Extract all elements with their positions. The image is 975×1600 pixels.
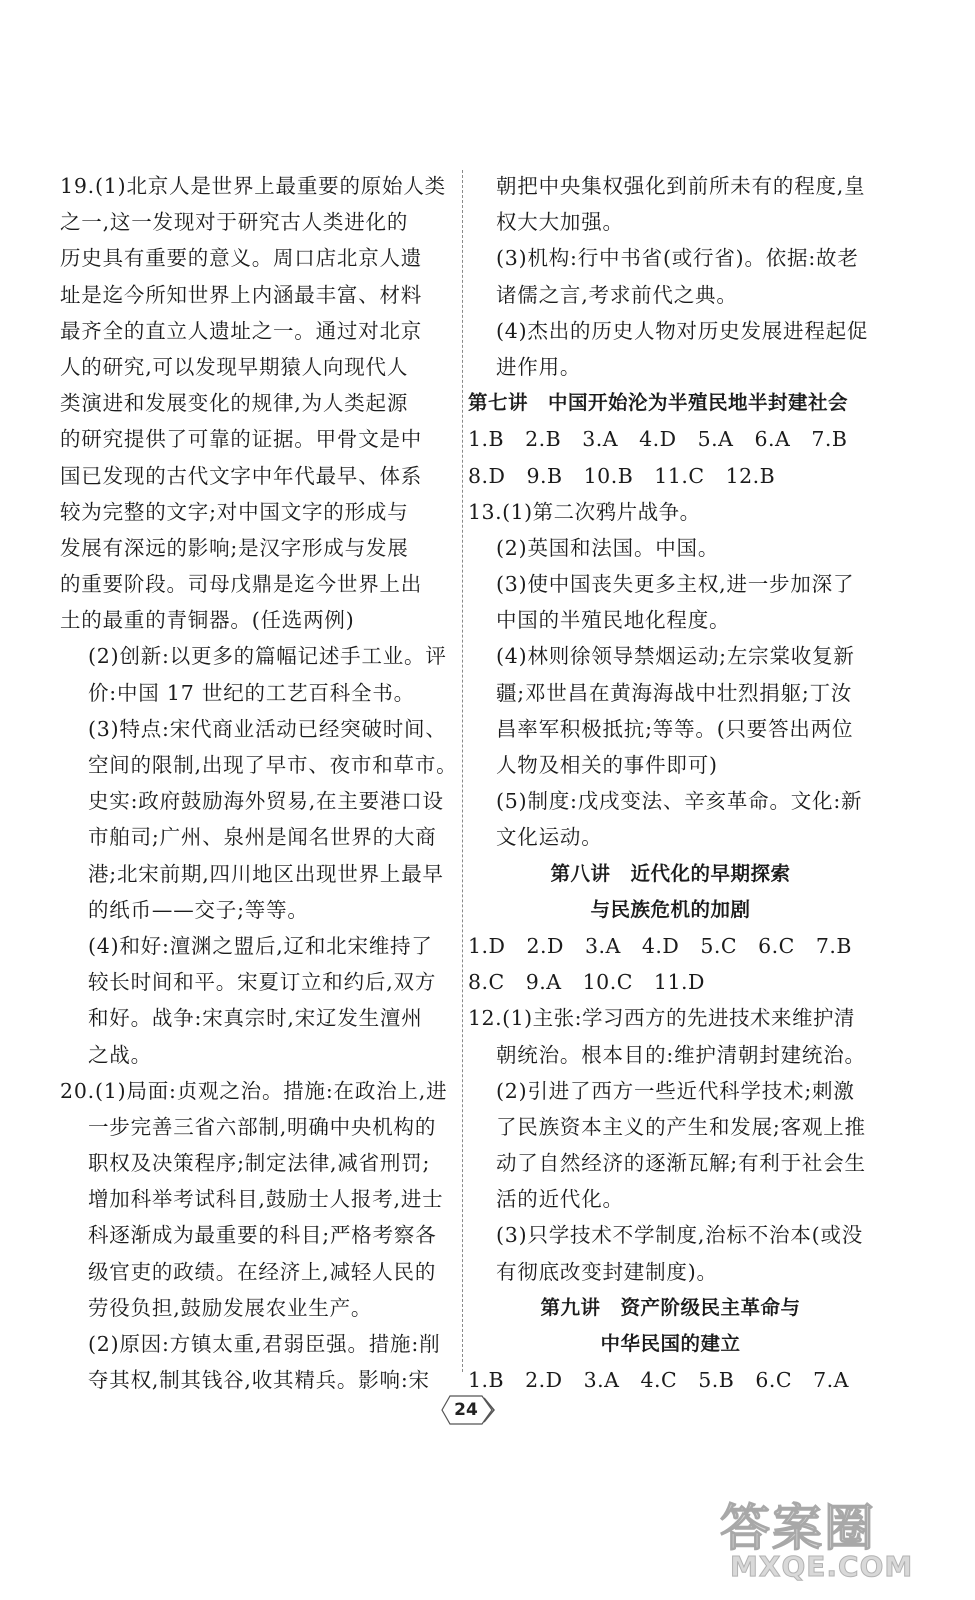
text-line: 活的近代化。 bbox=[496, 1187, 624, 1212]
text-line: 和好。战争:宋真宗时,宋辽发生澶州 bbox=[88, 1006, 423, 1031]
section-heading: 与民族危机的加剧 bbox=[590, 897, 751, 921]
text-line: 朝统治。根本目的:维护清朝封建统治。 bbox=[496, 1042, 866, 1067]
text-line: 增加科举考试科目,鼓励士人报考,进士 bbox=[88, 1187, 444, 1212]
right-column bbox=[468, 168, 873, 1398]
text-line: 土的最重的青铜器。(任选两例) bbox=[60, 608, 355, 633]
text-line: 人的研究,可以发现早期猿人向现代人 bbox=[60, 354, 409, 379]
text-line: 较为完整的文字;对中国文字的形成与 bbox=[60, 499, 409, 524]
text-line: 8.C 9.A 10.C 11.D bbox=[468, 970, 705, 995]
watermark-main-text: 答案圈 bbox=[720, 1499, 876, 1557]
text-line: (3)机构:行中书省(或行省)。依据:故老 bbox=[496, 246, 859, 271]
text-line: 8.D 9.B 10.B 11.C 12.B bbox=[468, 463, 776, 488]
text-line: 国已发现的古代文字中年代最早、体系 bbox=[60, 463, 423, 488]
text-line: 13.(1)第二次鸦片战争。 bbox=[468, 499, 701, 524]
section-heading: 第九讲 资产阶级民主革命与 bbox=[540, 1295, 801, 1319]
text-line: 的纸币——交子;等等。 bbox=[88, 897, 309, 922]
text-line: (4)杰出的历史人物对历史发展进程起促 bbox=[496, 318, 869, 343]
text-line: 之一,这一发现对于研究古人类进化的 bbox=[60, 210, 409, 235]
text-line: 科逐渐成为最重要的科目;严格考察各 bbox=[88, 1223, 437, 1248]
text-line: 发展有深远的影响;是汉字形成与发展 bbox=[60, 535, 409, 560]
text-line: 了民族资本主义的产生和发展;客观上推 bbox=[496, 1114, 866, 1139]
text-line: 级官吏的政绩。在经济上,减轻人民的 bbox=[88, 1259, 437, 1284]
text-line: 19.(1)北京人是世界上最重要的原始人类 bbox=[60, 174, 446, 198]
text-line: 文化运动。 bbox=[496, 825, 603, 850]
text-line: 昌率军积极抵抗;等等。(只要答出两位 bbox=[496, 716, 854, 741]
text-line: (3)只学技术不学制度,治标不治本(或没 bbox=[496, 1223, 864, 1248]
text-line: 价:中国 17 世纪的工艺百科全书。 bbox=[88, 680, 415, 705]
text-line: 的研究提供了可靠的证据。甲骨文是中 bbox=[60, 427, 423, 452]
text-line: 1.B 2.D 3.A 4.C 5.B 6.C 7.A bbox=[468, 1368, 849, 1393]
text-line: 港;北宋前期,四川地区出现世界上最早 bbox=[88, 861, 444, 886]
text-line: 空间的限制,出现了早市、夜市和草市。 bbox=[88, 753, 458, 777]
text-line: (2)原因:方镇太重,君弱臣强。措施:削 bbox=[88, 1332, 441, 1356]
section-heading: 中华民国的建立 bbox=[600, 1332, 741, 1355]
text-line: 历史具有重要的意义。周口店北京人遗 bbox=[60, 246, 423, 271]
text-line: (5)制度:戊戌变法、辛亥革命。文化:新 bbox=[496, 789, 863, 814]
text-line: 之战。 bbox=[88, 1042, 152, 1067]
left-column bbox=[60, 168, 460, 1398]
text-line: 职权及决策程序;制定法律,减省刑罚; bbox=[88, 1151, 431, 1176]
text-line: 中国的半殖民地化程度。 bbox=[496, 608, 731, 633]
text-line: 20.(1)局面:贞观之治。措施:在政治上,进 bbox=[60, 1078, 448, 1103]
text-line: (4)和好:澶渊之盟后,辽和北宋维持了 bbox=[88, 933, 433, 958]
text-line: 动了自然经济的逐渐瓦解;有利于社会生 bbox=[496, 1151, 866, 1176]
text-line: 一步完善三省六部制,明确中央机构的 bbox=[88, 1114, 437, 1139]
text-line: 的重要阶段。司母戊鼎是迄今世界上出 bbox=[60, 572, 423, 597]
page-number: 24 bbox=[454, 1400, 478, 1420]
text-line: 人物及相关的事件即可) bbox=[496, 753, 718, 777]
text-line: 1.D 2.D 3.A 4.D 5.C 6.C 7.B bbox=[468, 933, 852, 958]
text-line: 1.B 2.B 3.A 4.D 5.A 6.A 7.B bbox=[468, 427, 848, 452]
text-line: 有彻底改变封建制度)。 bbox=[496, 1259, 718, 1284]
text-line: 诸儒之言,考求前代之典。 bbox=[496, 282, 738, 307]
text-line: 夺其权,制其钱谷,收其精兵。影响:宋 bbox=[88, 1368, 430, 1393]
watermark-logo bbox=[690, 1488, 950, 1588]
text-line: 劳役负担,鼓励发展农业生产。 bbox=[88, 1295, 373, 1320]
text-line: 朝把中央集权强化到前所未有的程度,皇 bbox=[496, 174, 866, 198]
page-number-badge bbox=[440, 1390, 496, 1430]
text-line: 较长时间和平。宋夏订立和约后,双方 bbox=[88, 970, 437, 995]
text-line: (3)使中国丧失更多主权,进一步加深了 bbox=[496, 572, 855, 597]
text-line: (4)林则徐领导禁烟运动;左宗棠收复新 bbox=[496, 644, 855, 669]
text-line: (2)英国和法国。中国。 bbox=[496, 535, 720, 560]
text-line: 进作用。 bbox=[496, 354, 582, 379]
column-divider bbox=[462, 170, 463, 1372]
text-line: (2)引进了西方一些近代科学技术;刺激 bbox=[496, 1078, 855, 1103]
text-line: (3)特点:宋代商业活动已经突破时间、 bbox=[88, 716, 447, 741]
section-heading: 第七讲 中国开始沦为半殖民地半封建社会 bbox=[468, 391, 849, 415]
text-line: 最齐全的直立人遗址之一。通过对北京 bbox=[60, 318, 423, 343]
text-line: 史实:政府鼓励海外贸易,在主要港口设 bbox=[88, 789, 444, 814]
text-line: 权大大加强。 bbox=[496, 210, 624, 235]
watermark-url: MXQE.COM bbox=[730, 1550, 914, 1583]
text-line: 疆;邓世昌在黄海海战中壮烈捐躯;丁汝 bbox=[496, 680, 853, 705]
text-line: 12.(1)主张:学习西方的先进技术来维护清 bbox=[468, 1006, 856, 1031]
text-line: 址是迄今所知世界上内涵最丰富、材料 bbox=[60, 282, 423, 307]
text-line: 市舶司;广州、泉州是闻名世界的大商 bbox=[88, 825, 437, 850]
text-line: 类演进和发展变化的规律,为人类起源 bbox=[60, 391, 409, 416]
text-line: (2)创新:以更多的篇幅记述手工业。评 bbox=[88, 644, 447, 669]
section-heading: 第八讲 近代化的早期探索 bbox=[550, 861, 791, 885]
